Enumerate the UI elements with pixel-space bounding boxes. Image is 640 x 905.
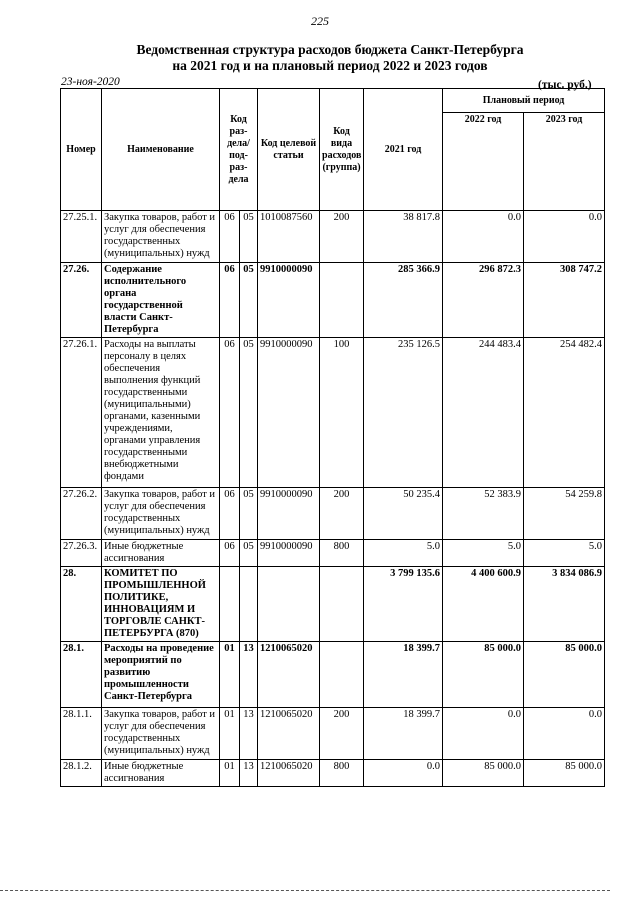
row-value-2022: 244 483.4 (443, 338, 524, 488)
header-2023: 2023 год (524, 113, 605, 211)
row-value-2022: 0.0 (443, 211, 524, 263)
row-expense-type: 200 (320, 211, 364, 263)
row-section: 06 (220, 263, 240, 338)
row-subsection: 05 (240, 211, 258, 263)
table-row (61, 760, 605, 787)
row-target-code: 9910000090 (258, 263, 320, 338)
row-name: Расходы на выплаты персоналу в целях обеспечения выполнения функций государственными (муниципальными) органами, казенными учреждениями, органами управления государственными внебюджетными фондами (102, 338, 220, 488)
row-value-2023: 5.0 (524, 540, 605, 567)
table-row (61, 540, 605, 567)
row-value-2021: 18 399.7 (364, 708, 443, 760)
table-row (61, 263, 605, 338)
row-section: 01 (220, 642, 240, 708)
header-name: Наименование (102, 89, 220, 211)
row-value-2022: 5.0 (443, 540, 524, 567)
title-line-1: Ведомственная структура расходов бюджета Санкт-Петербурга (136, 42, 524, 57)
row-name: Закупка товаров, работ и услуг для обеспечения государственных (муниципальных) нужд (102, 708, 220, 760)
row-number: 27.26.1. (61, 338, 102, 488)
row-section: 06 (220, 540, 240, 567)
row-name: Закупка товаров, работ и услуг для обеспечения государственных (муниципальных) нужд (102, 488, 220, 540)
row-name: Закупка товаров, работ и услуг для обеспечения государственных (муниципальных) нужд (102, 211, 220, 263)
row-section: 06 (220, 338, 240, 488)
row-target-code: 9910000090 (258, 540, 320, 567)
row-target-code (258, 567, 320, 642)
header-target-code: Код целевой статьи (258, 89, 320, 211)
row-name: КОМИТЕТ ПО ПРОМЫШЛЕННОЙ ПОЛИТИКЕ, ИННОВАЦИЯМ И ТОРГОВЛЕ САНКТ-ПЕТЕРБУРГА (870) (102, 567, 220, 642)
row-value-2023: 0.0 (524, 211, 605, 263)
header-section-code: Код раз- дела/ под- раз- дела (220, 89, 258, 211)
row-value-2022: 0.0 (443, 708, 524, 760)
row-number: 27.26. (61, 263, 102, 338)
row-target-code: 1210065020 (258, 642, 320, 708)
table-row (61, 488, 605, 540)
row-value-2022: 52 383.9 (443, 488, 524, 540)
row-value-2021: 5.0 (364, 540, 443, 567)
row-value-2021: 38 817.8 (364, 211, 443, 263)
header-expense-type: Код вида расходов (группа) (320, 89, 364, 211)
row-value-2023: 54 259.8 (524, 488, 605, 540)
row-section: 06 (220, 211, 240, 263)
row-subsection (240, 567, 258, 642)
row-target-code: 1210065020 (258, 708, 320, 760)
table-row (61, 708, 605, 760)
budget-table (60, 88, 605, 787)
row-expense-type (320, 567, 364, 642)
row-target-code: 9910000090 (258, 338, 320, 488)
row-value-2022: 296 872.3 (443, 263, 524, 338)
row-section (220, 567, 240, 642)
row-expense-type (320, 263, 364, 338)
row-subsection: 05 (240, 338, 258, 488)
row-number: 28.1. (61, 642, 102, 708)
row-value-2023: 3 834 086.9 (524, 567, 605, 642)
table-row (61, 338, 605, 488)
header-number: Номер (61, 89, 102, 211)
row-section: 01 (220, 760, 240, 787)
row-value-2021: 235 126.5 (364, 338, 443, 488)
row-section: 01 (220, 708, 240, 760)
row-value-2021: 0.0 (364, 760, 443, 787)
row-name: Расходы на проведение мероприятий по развитию промышленности Санкт-Петербурга (102, 642, 220, 708)
row-number: 28.1.1. (61, 708, 102, 760)
document-date: 23-ноя-2020 (61, 76, 120, 88)
row-target-code: 1010087560 (258, 211, 320, 263)
row-target-code: 1210065020 (258, 760, 320, 787)
row-number: 27.26.3. (61, 540, 102, 567)
row-subsection: 05 (240, 488, 258, 540)
table-row (61, 567, 605, 642)
table-row (61, 642, 605, 708)
table-row (61, 211, 605, 263)
row-value-2023: 308 747.2 (524, 263, 605, 338)
row-subsection: 13 (240, 642, 258, 708)
row-section: 06 (220, 488, 240, 540)
page-number: 225 (311, 14, 329, 28)
row-value-2021: 18 399.7 (364, 642, 443, 708)
row-value-2021: 3 799 135.6 (364, 567, 443, 642)
row-subsection: 13 (240, 760, 258, 787)
row-number: 28. (61, 567, 102, 642)
row-value-2021: 285 366.9 (364, 263, 443, 338)
table-body (61, 211, 605, 787)
row-subsection: 05 (240, 540, 258, 567)
header-2021: 2021 год (364, 89, 443, 211)
row-target-code: 9910000090 (258, 488, 320, 540)
footer-divider (0, 890, 610, 891)
row-expense-type: 100 (320, 338, 364, 488)
row-value-2022: 85 000.0 (443, 642, 524, 708)
row-expense-type: 800 (320, 540, 364, 567)
row-subsection: 13 (240, 708, 258, 760)
row-expense-type (320, 642, 364, 708)
row-expense-type: 800 (320, 760, 364, 787)
header-2022: 2022 год (443, 113, 524, 211)
row-expense-type: 200 (320, 488, 364, 540)
row-value-2022: 4 400 600.9 (443, 567, 524, 642)
row-name: Содержание исполнительного органа государственной власти Санкт-Петербурга (102, 263, 220, 338)
row-value-2023: 85 000.0 (524, 642, 605, 708)
units-label: (тыс. руб.) (538, 79, 592, 91)
row-value-2023: 85 000.0 (524, 760, 605, 787)
header-planned-period: Плановый период (443, 89, 605, 113)
document-title (60, 42, 600, 74)
row-number: 28.1.2. (61, 760, 102, 787)
row-number: 27.25.1. (61, 211, 102, 263)
title-line-2: на 2021 год и на плановый период 2022 и 2023 годов (172, 58, 488, 73)
row-value-2023: 0.0 (524, 708, 605, 760)
row-expense-type: 200 (320, 708, 364, 760)
row-number: 27.26.2. (61, 488, 102, 540)
row-value-2021: 50 235.4 (364, 488, 443, 540)
row-subsection: 05 (240, 263, 258, 338)
row-name: Иные бюджетные ассигнования (102, 760, 220, 787)
row-value-2023: 254 482.4 (524, 338, 605, 488)
row-value-2022: 85 000.0 (443, 760, 524, 787)
row-name: Иные бюджетные ассигнования (102, 540, 220, 567)
